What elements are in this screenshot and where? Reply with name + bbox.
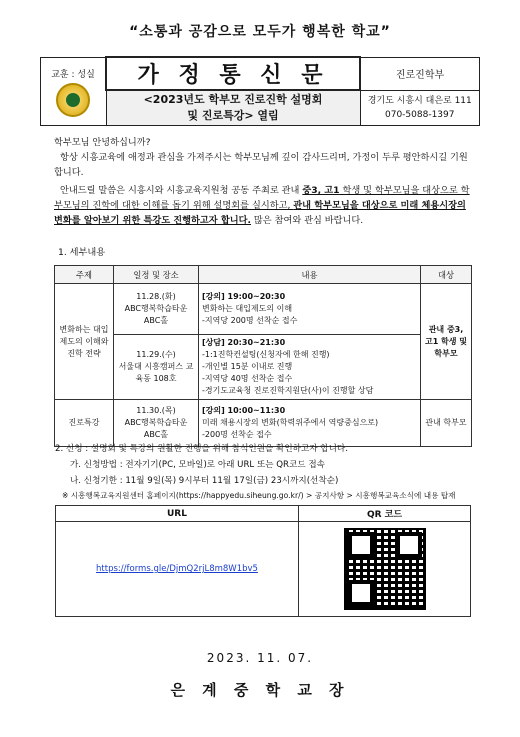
url-table — [55, 505, 471, 617]
para2-e: 많은 참여와 관심 바랍니다. — [251, 215, 364, 226]
row2-place: ABC행복학습타운 ABC홀 — [124, 418, 188, 439]
paragraph-1: 항상 시흥교육에 애정과 관심을 가져주시는 학부모님께 깊이 감사드리며, 가정이 두루 평안하시길 기원합니다. — [54, 152, 468, 178]
school-principal: 은 계 중 학 교 장 — [170, 681, 350, 699]
address: 경기도 시흥시 대은로 111 — [367, 95, 472, 106]
apply-period: 나. 신청기한 : 11월 9일(목) 9시부터 11월 17일(금) 23시까지(선착순) — [70, 476, 339, 486]
para2-c: 학생 및 학부모님을 대상으로 학부모님의 진학에 대한 이해를 돕기 위해 설명회를 실시하고, — [54, 185, 470, 211]
apply-note: ※ 시흥행복교육지원센터 홈페이지(https://happyedu.siheung.go.kr/) > 공지사항 > 시흥행복교육소식에 내용 탑재 — [62, 491, 456, 500]
section-1-heading: 1. 세부내용 — [58, 247, 106, 258]
para2-d: 관내 학부모님을 대상으로 미래 체용시장의 변화를 알아보기 위한 특강도 진행하고자 합니다. — [54, 200, 466, 226]
subtitle-line2: 및 진로특강> 열림 — [187, 109, 279, 122]
row1-date2: 11.29.(수) — [136, 350, 176, 359]
row1-content-1 — [199, 284, 421, 335]
table-row — [55, 335, 472, 400]
phone: 070-5088-1397 — [385, 109, 455, 120]
issue-date: 2023. 11. 07. — [206, 651, 314, 665]
row2-schedule — [114, 400, 199, 447]
col-topic: 주제 — [55, 266, 114, 284]
row1-content2-head: [상담] 20:30~21:30 — [202, 338, 286, 347]
subtitle-line1: <2023년도 학부모 진로진학 설명회 — [143, 93, 323, 106]
form-link[interactable]: https://forms.gle/DjmQ2rjL8m8W1bv5 — [96, 564, 258, 574]
row1-schedule-1 — [114, 284, 199, 335]
row1-date1: 11.28.(화) — [136, 292, 176, 301]
row2-content — [199, 400, 421, 447]
row1-schedule-2 — [114, 335, 199, 400]
school-motto: “소통과 공감으로 모두가 행복한 학교” — [129, 24, 391, 40]
para2-a: 안내드릴 말씀은 시흥시와 시흥교육지원청 공동 주최로 관내 — [60, 185, 303, 196]
row1-content1-l2: -지역당 200명 선착순 접수 — [202, 316, 298, 325]
row1-content1-head: [강의] 19:00~20:30 — [202, 292, 286, 301]
row1-target: 관내 중3, 고1 학생 및 학부모 — [421, 284, 472, 400]
row1-topic: 변화하는 대입제도의 이해와 진학 전략 — [55, 284, 114, 400]
col-target: 대상 — [421, 266, 472, 284]
row1-content2-l4: -경기도교육청 진로진학지원단(사)이 진행할 상담 — [202, 386, 374, 395]
url-header: URL — [56, 506, 299, 522]
row2-target: 관내 학부모 — [421, 400, 472, 447]
department: 진로진학부 — [360, 57, 480, 90]
page-title: 가 정 통 신 문 — [106, 57, 360, 90]
qr-code-icon[interactable] — [344, 528, 426, 610]
row2-content-l2: -200명 선착순 접수 — [202, 430, 272, 439]
url-cell — [56, 522, 299, 617]
row1-content2-l3: -지역당 40명 선착순 접수 — [202, 374, 293, 383]
school-logo-icon — [56, 83, 90, 117]
row2-date: 11.30.(목) — [136, 406, 176, 415]
col-date-place: 일정 및 장소 — [114, 266, 199, 284]
letter-subtitle — [106, 90, 360, 126]
col-content: 내용 — [199, 266, 421, 284]
apply-method: 가. 신청방법 : 전자기기(PC, 모바일)로 아래 URL 또는 QR코드 접속 — [70, 460, 325, 470]
letter-header — [40, 56, 480, 126]
row1-content1-l1: 변화하는 대입제도의 이해 — [202, 304, 293, 313]
row1-place1: ABC행복학습타운 ABC홀 — [124, 304, 188, 325]
row1-place2: 서울대 시흥캠퍼스 교육동 108호 — [118, 362, 194, 383]
motto-cell — [41, 57, 107, 126]
qr-cell — [299, 522, 471, 617]
row1-content-2 — [199, 335, 421, 400]
schedule-header-row — [55, 266, 472, 284]
table-row — [55, 284, 472, 335]
row2-content-head: [강의] 10:00~11:30 — [202, 406, 286, 415]
contact — [360, 90, 480, 126]
row2-topic: 진로특강 — [55, 400, 114, 447]
motto-label: 교훈 : 성실 — [51, 70, 95, 81]
row1-content2-l1: -1:1진학컨설팅(신청자에 한해 진행) — [202, 350, 330, 359]
paragraph-2 — [54, 183, 474, 228]
section-2-heading: 2. 신청 : 설명회 및 특강의 원활한 진행을 위해 참석인원을 확인하고자 합니다. — [55, 444, 348, 454]
row2-content-l1: 미래 채용시장의 변화(학력위주에서 역량중심으로) — [202, 418, 379, 427]
table-row — [55, 400, 472, 447]
para2-target-grade: 중3, 고1 — [302, 185, 340, 196]
row1-content2-l2: -개인별 15분 이내로 진행 — [202, 362, 293, 371]
greeting: 학부모님 안녕하십니까? — [54, 137, 151, 148]
schedule-table — [54, 265, 472, 447]
qr-header: QR 코드 — [299, 506, 471, 522]
